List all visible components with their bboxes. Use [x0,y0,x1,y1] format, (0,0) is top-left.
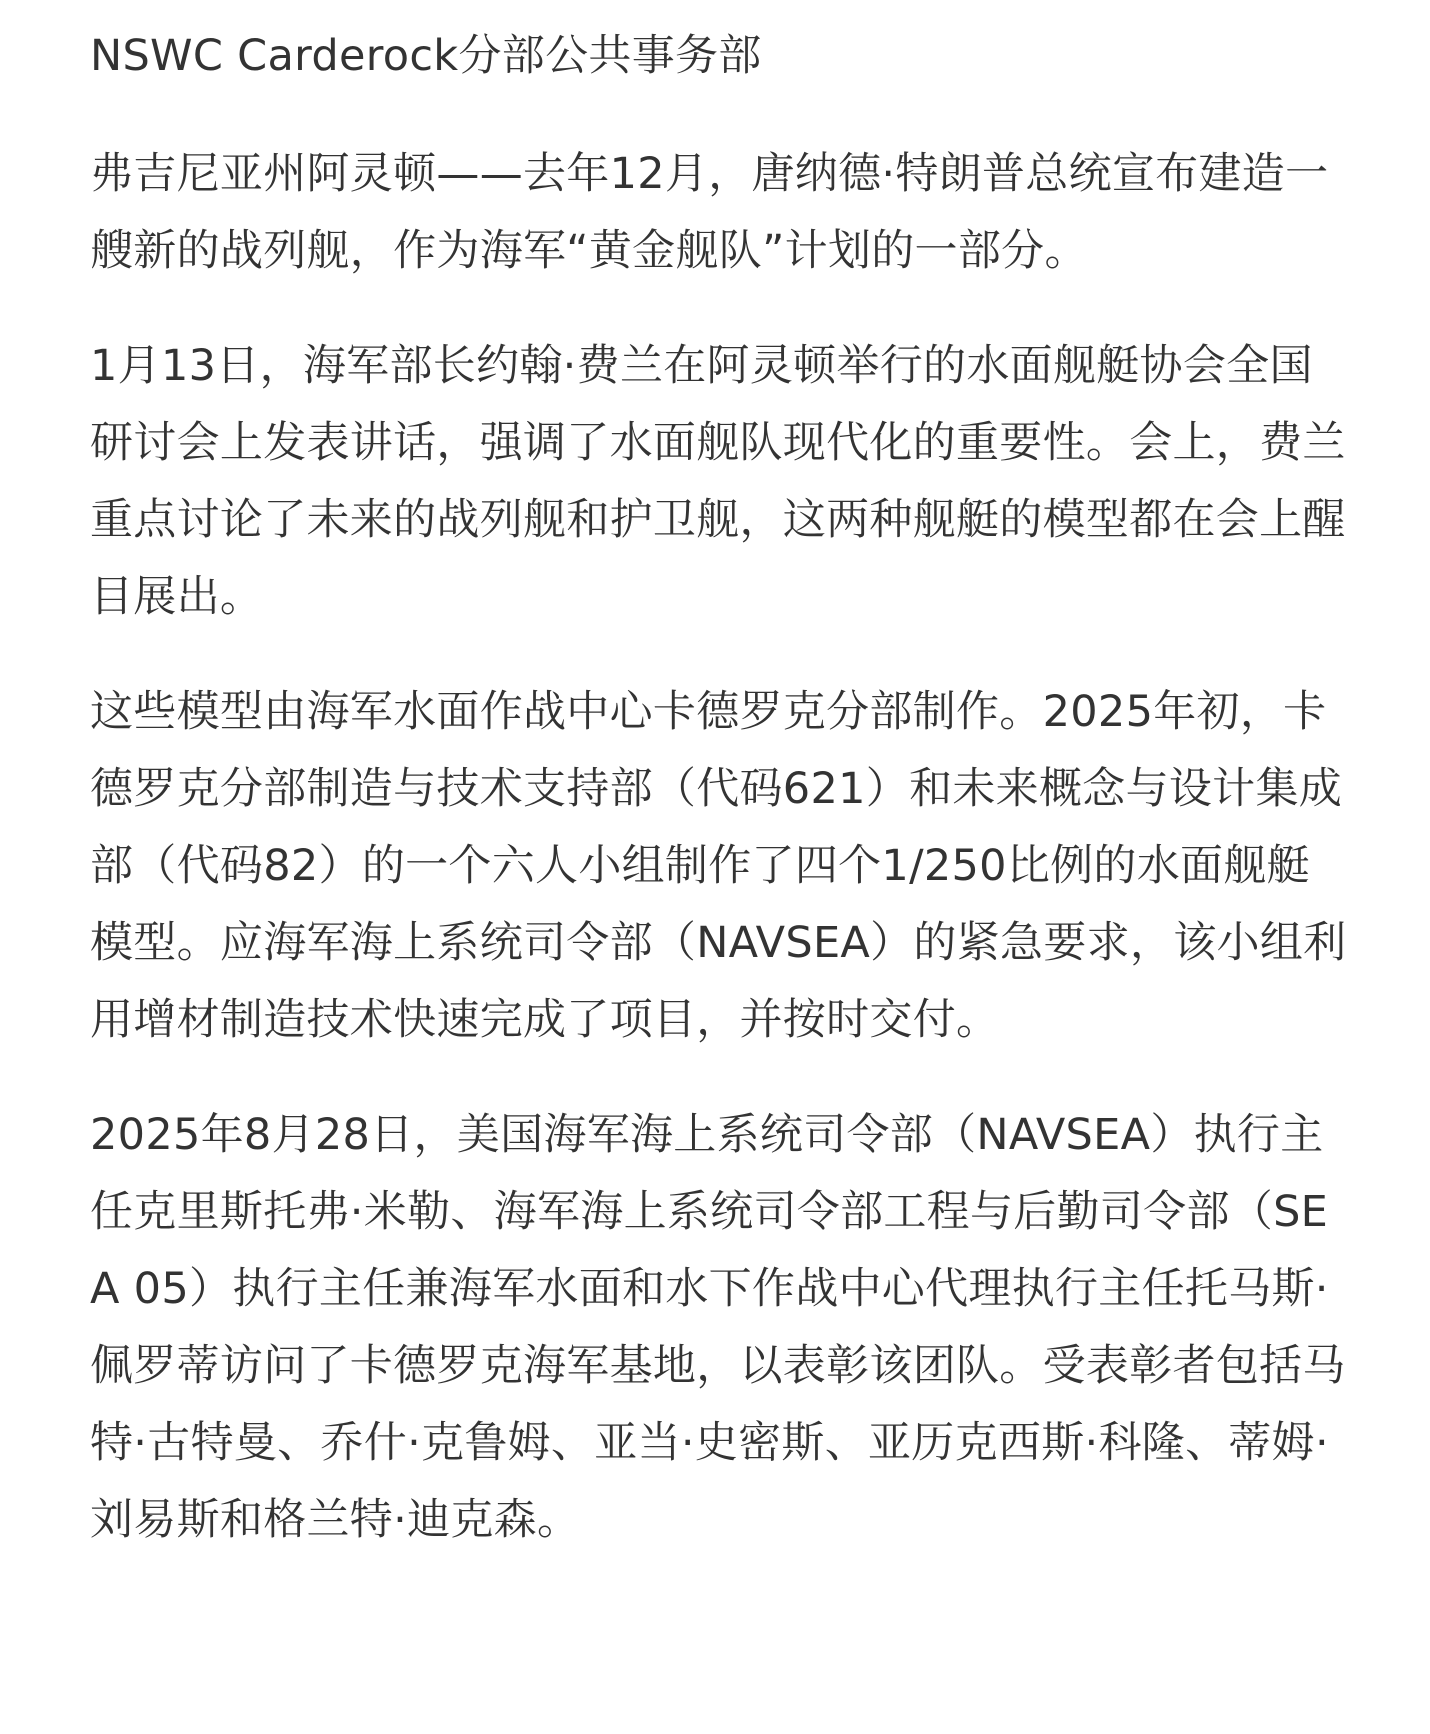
article-body [90,18,1350,1597]
article-paragraph-3: 这些模型由海军水面作战中心卡德罗克分部制作。2025年初，卡德罗克分部制造与技术支持部（代码621）和未来概念与设计集成部（代码82）的一个六人小组制作了四个1/250比例的水面舰艇模型。应海军海上系统司令部（NAVSEA）的紧急要求，该小组利用增材制造技术快速完成了项目，并按时交付。 [90,687,1347,1045]
article-paragraph-4: 2025年8月28日，美国海军海上系统司令部（NAVSEA）执行主任克里斯托弗·米勒、海军海上系统司令部工程与后勤司令部（SEA 05）执行主任兼海军水面和水下作战中心代理执行主任托马斯·佩罗蒂访问了卡德罗克海军基地，以表彰该团队。受表彰者包括马特·古特曼、乔什·克鲁姆、亚当·史密斯、亚历克西斯·科隆、蒂姆·刘易斯和格兰特·迪克森。 [90,1110,1346,1545]
article-paragraph-2: 1月13日，海军部长约翰·费兰在阿灵顿举行的水面舰艇协会全国研讨会上发表讲话，强调了水面舰队现代化的重要性。会上，费兰重点讨论了未来的战列舰和护卫舰，这两种舰艇的模型都在会上醒目展出。 [90,341,1346,622]
article-paragraph-1: 弗吉尼亚州阿灵顿——去年12月，唐纳德·特朗普总统宣布建造一艘新的战列舰，作为海军“黄金舰队”计划的一部分。 [90,149,1329,276]
article-byline: NSWC Carderock分部公共事务部 [90,31,762,81]
